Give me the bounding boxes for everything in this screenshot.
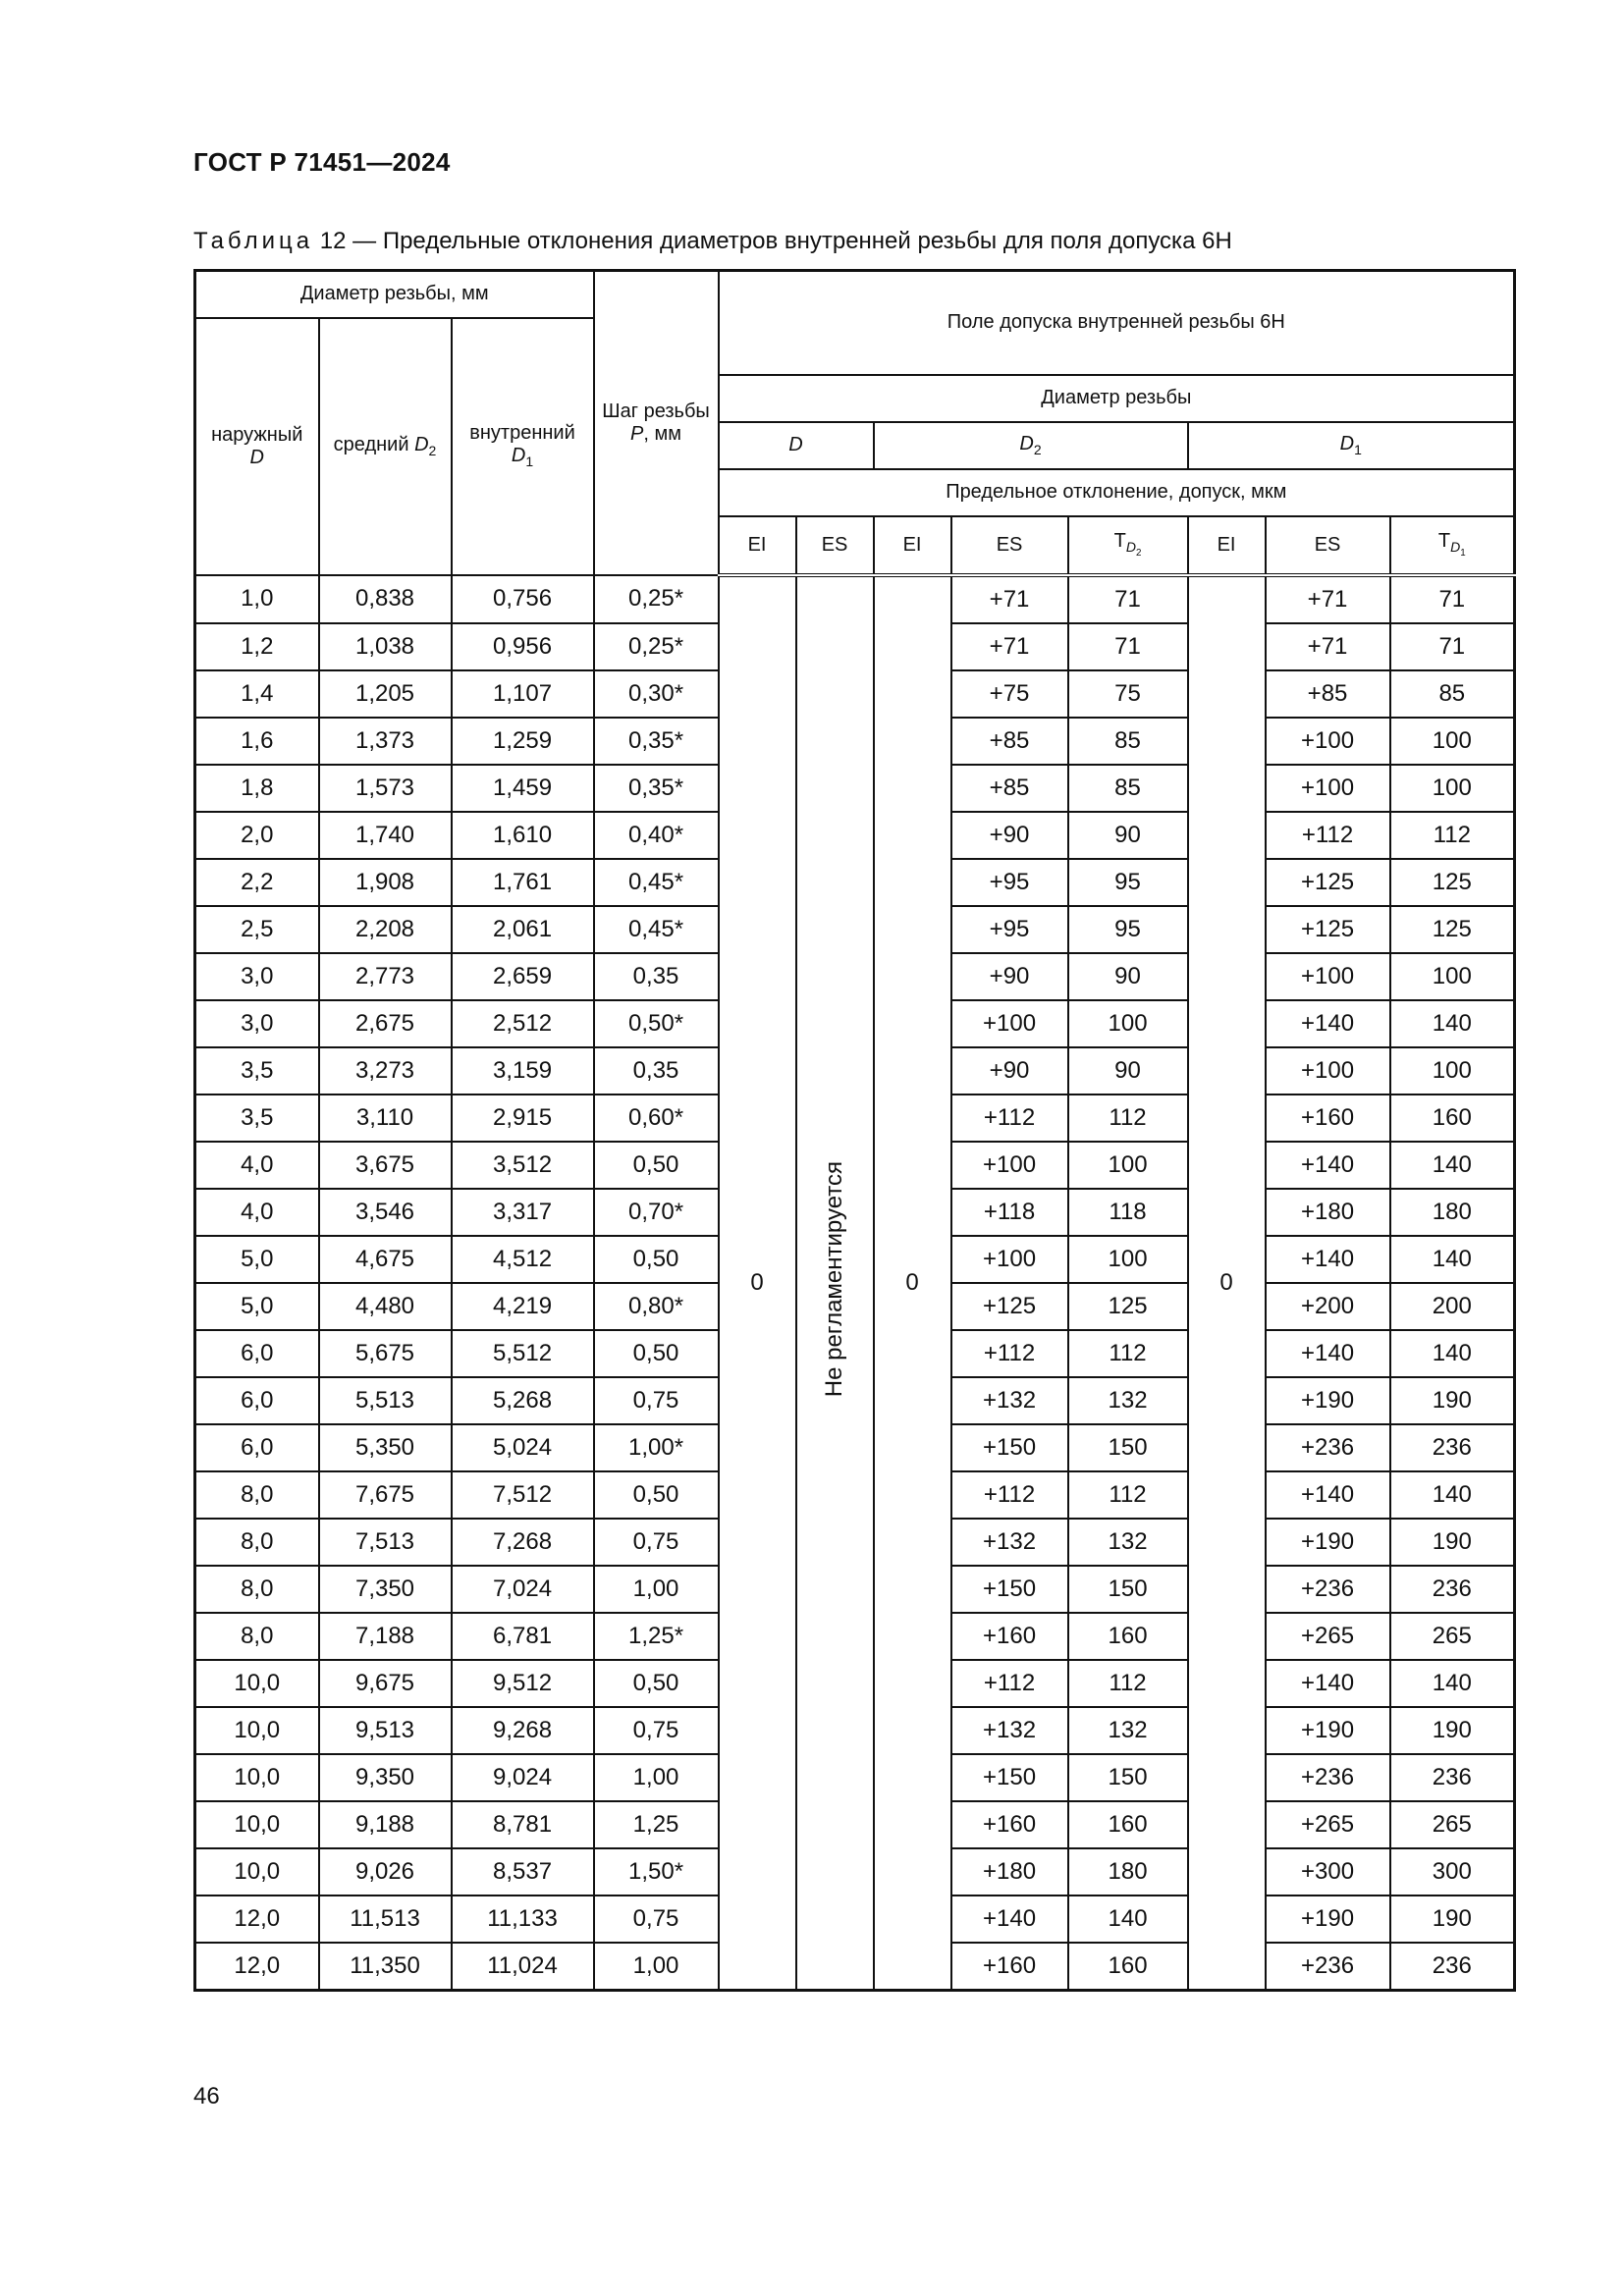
- cell-d2-es: +75: [951, 670, 1068, 718]
- cell-pitch: 0,35: [594, 953, 719, 1000]
- cell-outer-diameter: 3,5: [195, 1095, 319, 1142]
- cell-td1: 265: [1390, 1801, 1515, 1848]
- cell-d1-es: +236: [1266, 1566, 1390, 1613]
- cell-outer-diameter: 8,0: [195, 1471, 319, 1519]
- cell-inner-diameter: 3,317: [452, 1189, 594, 1236]
- cell-d2-es: +150: [951, 1566, 1068, 1613]
- cell-mean-diameter: 7,675: [319, 1471, 452, 1519]
- cell-td1: 112: [1390, 812, 1515, 859]
- table-caption-prefix: Таблица: [193, 228, 314, 254]
- cell-td2: 160: [1068, 1943, 1188, 1991]
- cell-d2-es: +95: [951, 859, 1068, 906]
- cell-pitch: 0,50*: [594, 1000, 719, 1047]
- cell-mean-diameter: 2,675: [319, 1000, 452, 1047]
- cell-d2-es: +180: [951, 1848, 1068, 1896]
- cell-td2: 112: [1068, 1095, 1188, 1142]
- cell-d1-es: +236: [1266, 1424, 1390, 1471]
- cell-d2-es: +71: [951, 623, 1068, 670]
- cell-inner-diameter: 9,512: [452, 1660, 594, 1707]
- cell-d2-ei-merged: 0: [874, 575, 951, 1991]
- header-outer-diameter: [195, 318, 319, 575]
- cell-d2-es: +100: [951, 1142, 1068, 1189]
- cell-d1-es: +140: [1266, 1142, 1390, 1189]
- cell-mean-diameter: 3,675: [319, 1142, 452, 1189]
- cell-pitch: 0,35: [594, 1047, 719, 1095]
- cell-d2-es: +160: [951, 1801, 1068, 1848]
- cell-d2-es: +132: [951, 1707, 1068, 1754]
- cell-outer-diameter: 8,0: [195, 1566, 319, 1613]
- cell-outer-diameter: 2,0: [195, 812, 319, 859]
- header-thread-diameter-group: Диаметр резьбы, мм: [195, 271, 594, 318]
- cell-d1-es: +140: [1266, 1000, 1390, 1047]
- cell-td2: 112: [1068, 1471, 1188, 1519]
- cell-outer-diameter: 6,0: [195, 1377, 319, 1424]
- cell-td2: 95: [1068, 906, 1188, 953]
- cell-d1-es: +140: [1266, 1330, 1390, 1377]
- header-pitch: [594, 271, 719, 575]
- cell-td1: 85: [1390, 670, 1515, 718]
- cell-pitch: 0,40*: [594, 812, 719, 859]
- header-inner-sub: 1: [525, 454, 534, 470]
- header-group-d2-symbol: D: [1019, 432, 1034, 454]
- cell-d1-es: +100: [1266, 953, 1390, 1000]
- cell-d2-es: +160: [951, 1613, 1068, 1660]
- cell-td2: 90: [1068, 1047, 1188, 1095]
- cell-mean-diameter: 5,675: [319, 1330, 452, 1377]
- cell-inner-diameter: 3,512: [452, 1142, 594, 1189]
- header-d-es: ES: [796, 516, 874, 575]
- header-group-d1: [1188, 422, 1515, 469]
- cell-outer-diameter: 10,0: [195, 1754, 319, 1801]
- header-mean-label: средний: [333, 433, 409, 455]
- cell-td2: 112: [1068, 1660, 1188, 1707]
- cell-mean-diameter: 3,110: [319, 1095, 452, 1142]
- cell-td2: 160: [1068, 1613, 1188, 1660]
- cell-d1-es: +190: [1266, 1896, 1390, 1943]
- cell-outer-diameter: 1,4: [195, 670, 319, 718]
- cell-pitch: 0,50: [594, 1142, 719, 1189]
- cell-td2: 71: [1068, 575, 1188, 623]
- cell-d1-es: +125: [1266, 859, 1390, 906]
- cell-outer-diameter: 2,5: [195, 906, 319, 953]
- cell-outer-diameter: 10,0: [195, 1707, 319, 1754]
- header-td2-sub: D: [1125, 539, 1136, 556]
- cell-td1: 190: [1390, 1519, 1515, 1566]
- cell-d2-es: +112: [951, 1095, 1068, 1142]
- cell-td2: 125: [1068, 1283, 1188, 1330]
- cell-d2-es: +71: [951, 575, 1068, 623]
- header-d-ei: EI: [719, 516, 796, 575]
- cell-d2-es: +85: [951, 765, 1068, 812]
- cell-td2: 71: [1068, 623, 1188, 670]
- header-d1-ei: EI: [1188, 516, 1266, 575]
- cell-mean-diameter: 0,838: [319, 575, 452, 623]
- cell-td2: 90: [1068, 953, 1188, 1000]
- table-caption-text: 12 — Предельные отклонения диаметров внутренней резьбы для поля допуска 6H: [319, 228, 1232, 254]
- cell-d1-es: +180: [1266, 1189, 1390, 1236]
- cell-td2: 100: [1068, 1000, 1188, 1047]
- cell-d1-es: +140: [1266, 1660, 1390, 1707]
- cell-d2-es: +112: [951, 1330, 1068, 1377]
- cell-d2-es: +85: [951, 718, 1068, 765]
- header-d2-ei: EI: [874, 516, 951, 575]
- cell-td2: 150: [1068, 1424, 1188, 1471]
- cell-inner-diameter: 2,659: [452, 953, 594, 1000]
- cell-td2: 132: [1068, 1707, 1188, 1754]
- cell-outer-diameter: 3,5: [195, 1047, 319, 1095]
- cell-outer-diameter: 8,0: [195, 1519, 319, 1566]
- cell-td1: 236: [1390, 1424, 1515, 1471]
- cell-mean-diameter: 11,513: [319, 1896, 452, 1943]
- cell-inner-diameter: 2,061: [452, 906, 594, 953]
- cell-outer-diameter: 4,0: [195, 1142, 319, 1189]
- cell-d-ei-merged: 0: [719, 575, 796, 1991]
- cell-inner-diameter: 11,133: [452, 1896, 594, 1943]
- header-tolerance-field: Поле допуска внутренней резьбы 6H: [719, 271, 1515, 375]
- cell-d1-es: +71: [1266, 623, 1390, 670]
- cell-td1: 71: [1390, 623, 1515, 670]
- cell-outer-diameter: 5,0: [195, 1283, 319, 1330]
- cell-td2: 160: [1068, 1801, 1188, 1848]
- cell-inner-diameter: 1,761: [452, 859, 594, 906]
- cell-td1: 100: [1390, 1047, 1515, 1095]
- header-td1-t: T: [1437, 530, 1451, 553]
- table-header: [195, 271, 1515, 575]
- cell-pitch: 1,00*: [594, 1424, 719, 1471]
- cell-d1-es: +100: [1266, 718, 1390, 765]
- header-mean-symbol: D: [414, 433, 429, 455]
- header-mean-diameter: [319, 318, 452, 575]
- cell-inner-diameter: 0,756: [452, 575, 594, 623]
- cell-mean-diameter: 5,350: [319, 1424, 452, 1471]
- cell-inner-diameter: 1,107: [452, 670, 594, 718]
- cell-mean-diameter: 7,188: [319, 1613, 452, 1660]
- cell-pitch: 1,25*: [594, 1613, 719, 1660]
- cell-inner-diameter: 7,024: [452, 1566, 594, 1613]
- cell-d1-es: +265: [1266, 1801, 1390, 1848]
- cell-td1: 190: [1390, 1377, 1515, 1424]
- cell-pitch: 0,45*: [594, 906, 719, 953]
- cell-pitch: 1,00: [594, 1566, 719, 1613]
- cell-pitch: 0,75: [594, 1519, 719, 1566]
- cell-inner-diameter: 1,459: [452, 765, 594, 812]
- cell-mean-diameter: 4,675: [319, 1236, 452, 1283]
- cell-d1-es: +190: [1266, 1377, 1390, 1424]
- cell-td2: 75: [1068, 670, 1188, 718]
- cell-td1: 100: [1390, 765, 1515, 812]
- cell-d1-es: +300: [1266, 1848, 1390, 1896]
- header-group-d1-symbol: D: [1339, 432, 1355, 454]
- cell-mean-diameter: 1,908: [319, 859, 452, 906]
- cell-inner-diameter: 2,915: [452, 1095, 594, 1142]
- header-deviation: Предельное отклонение, допуск, мкм: [719, 469, 1515, 516]
- cell-d-es-merged: [796, 575, 874, 1991]
- cell-td1: 200: [1390, 1283, 1515, 1330]
- header-d1-es: ES: [1266, 516, 1390, 575]
- cell-pitch: 0,50: [594, 1330, 719, 1377]
- header-td1: [1390, 516, 1515, 575]
- header-group-d-symbol: D: [788, 434, 803, 455]
- cell-pitch: 1,25: [594, 1801, 719, 1848]
- cell-mean-diameter: 11,350: [319, 1943, 452, 1991]
- cell-td2: 95: [1068, 859, 1188, 906]
- header-group-d1-sub: 1: [1354, 441, 1362, 457]
- cell-td2: 90: [1068, 812, 1188, 859]
- cell-mean-diameter: 9,675: [319, 1660, 452, 1707]
- cell-inner-diameter: 9,024: [452, 1754, 594, 1801]
- cell-d2-es: +140: [951, 1896, 1068, 1943]
- cell-mean-diameter: 1,205: [319, 670, 452, 718]
- cell-d1-es: +100: [1266, 765, 1390, 812]
- cell-mean-diameter: 9,026: [319, 1848, 452, 1896]
- cell-d1-es: +125: [1266, 906, 1390, 953]
- cell-d2-es: +95: [951, 906, 1068, 953]
- cell-inner-diameter: 3,159: [452, 1047, 594, 1095]
- cell-outer-diameter: 10,0: [195, 1660, 319, 1707]
- cell-td2: 100: [1068, 1142, 1188, 1189]
- header-inner-label: внутренний: [469, 422, 575, 445]
- cell-pitch: 0,30*: [594, 670, 719, 718]
- cell-td1: 265: [1390, 1613, 1515, 1660]
- cell-d1-es: +100: [1266, 1047, 1390, 1095]
- tolerance-table: [193, 269, 1516, 1992]
- cell-pitch: 1,00: [594, 1754, 719, 1801]
- cell-mean-diameter: 4,480: [319, 1283, 452, 1330]
- cell-outer-diameter: 1,8: [195, 765, 319, 812]
- cell-d2-es: +90: [951, 812, 1068, 859]
- cell-td2: 132: [1068, 1377, 1188, 1424]
- header-group-d: [719, 422, 874, 469]
- cell-mean-diameter: 1,038: [319, 623, 452, 670]
- header-td2: [1068, 516, 1188, 575]
- cell-inner-diameter: 1,259: [452, 718, 594, 765]
- cell-d1-es: +265: [1266, 1613, 1390, 1660]
- cell-mean-diameter: 3,273: [319, 1047, 452, 1095]
- cell-outer-diameter: 4,0: [195, 1189, 319, 1236]
- header-group-d2-sub: 2: [1033, 441, 1042, 457]
- header-td1-sub: D: [1450, 539, 1461, 556]
- cell-d1-es: +236: [1266, 1943, 1390, 1991]
- document-header: ГОСТ Р 71451—2024: [193, 147, 451, 177]
- cell-td1: 140: [1390, 1330, 1515, 1377]
- cell-td1: 125: [1390, 859, 1515, 906]
- cell-outer-diameter: 5,0: [195, 1236, 319, 1283]
- cell-d2-es: +160: [951, 1943, 1068, 1991]
- cell-inner-diameter: 8,537: [452, 1848, 594, 1896]
- cell-d1-es: +190: [1266, 1519, 1390, 1566]
- header-inner-symbol: D: [511, 445, 526, 467]
- cell-d1-es: +190: [1266, 1707, 1390, 1754]
- cell-pitch: 0,25*: [594, 575, 719, 623]
- cell-outer-diameter: 1,0: [195, 575, 319, 623]
- cell-td2: 85: [1068, 718, 1188, 765]
- cell-inner-diameter: 7,268: [452, 1519, 594, 1566]
- cell-d1-es: +236: [1266, 1754, 1390, 1801]
- cell-inner-diameter: 7,512: [452, 1471, 594, 1519]
- cell-pitch: 0,75: [594, 1707, 719, 1754]
- cell-d2-es: +132: [951, 1377, 1068, 1424]
- cell-d1-es: +140: [1266, 1471, 1390, 1519]
- cell-d1-es: +200: [1266, 1283, 1390, 1330]
- cell-td2: 118: [1068, 1189, 1188, 1236]
- cell-inner-diameter: 1,610: [452, 812, 594, 859]
- cell-outer-diameter: 6,0: [195, 1424, 319, 1471]
- cell-td1: 140: [1390, 1660, 1515, 1707]
- header-pitch-unit: , мм: [643, 422, 682, 445]
- cell-d2-es: +100: [951, 1000, 1068, 1047]
- cell-td2: 150: [1068, 1754, 1188, 1801]
- cell-td1: 100: [1390, 718, 1515, 765]
- cell-d2-es: +132: [951, 1519, 1068, 1566]
- cell-td1: 236: [1390, 1566, 1515, 1613]
- cell-td1: 140: [1390, 1471, 1515, 1519]
- cell-inner-diameter: 5,268: [452, 1377, 594, 1424]
- cell-pitch: 0,75: [594, 1377, 719, 1424]
- cell-d1-es: +112: [1266, 812, 1390, 859]
- cell-pitch: 0,70*: [594, 1189, 719, 1236]
- cell-d1-es: +140: [1266, 1236, 1390, 1283]
- header-pitch-label: Шаг резьбы: [602, 400, 710, 422]
- cell-d2-es: +112: [951, 1660, 1068, 1707]
- cell-mean-diameter: 9,350: [319, 1754, 452, 1801]
- cell-td2: 85: [1068, 765, 1188, 812]
- cell-mean-diameter: 2,208: [319, 906, 452, 953]
- cell-td2: 150: [1068, 1566, 1188, 1613]
- cell-td2: 100: [1068, 1236, 1188, 1283]
- cell-d1-es: +160: [1266, 1095, 1390, 1142]
- cell-mean-diameter: 9,513: [319, 1707, 452, 1754]
- header-inner-diameter: [452, 318, 594, 575]
- cell-td2: 132: [1068, 1519, 1188, 1566]
- cell-inner-diameter: 2,512: [452, 1000, 594, 1047]
- cell-pitch: 1,50*: [594, 1848, 719, 1896]
- cell-td1: 190: [1390, 1707, 1515, 1754]
- header-mean-sub: 2: [428, 442, 437, 458]
- cell-pitch: 0,25*: [594, 623, 719, 670]
- cell-d2-es: +125: [951, 1283, 1068, 1330]
- header-group-d2: [874, 422, 1188, 469]
- cell-td1: 140: [1390, 1236, 1515, 1283]
- cell-td1: 140: [1390, 1000, 1515, 1047]
- cell-outer-diameter: 1,6: [195, 718, 319, 765]
- cell-inner-diameter: 5,512: [452, 1330, 594, 1377]
- not-regulated-label: Не регламентируется: [821, 1161, 848, 1398]
- header-td1-subsub: 1: [1460, 548, 1466, 560]
- cell-outer-diameter: 8,0: [195, 1613, 319, 1660]
- cell-td1: 160: [1390, 1095, 1515, 1142]
- header-d2-es: ES: [951, 516, 1068, 575]
- cell-d2-es: +90: [951, 1047, 1068, 1095]
- table-row: [195, 575, 1515, 623]
- cell-d2-es: +100: [951, 1236, 1068, 1283]
- cell-inner-diameter: 6,781: [452, 1613, 594, 1660]
- cell-pitch: 0,75: [594, 1896, 719, 1943]
- cell-outer-diameter: 12,0: [195, 1896, 319, 1943]
- cell-mean-diameter: 1,740: [319, 812, 452, 859]
- header-td2-t: T: [1113, 530, 1126, 553]
- cell-td1: 180: [1390, 1189, 1515, 1236]
- cell-pitch: 0,45*: [594, 859, 719, 906]
- cell-td1: 140: [1390, 1142, 1515, 1189]
- cell-inner-diameter: 0,956: [452, 623, 594, 670]
- cell-outer-diameter: 12,0: [195, 1943, 319, 1991]
- cell-mean-diameter: 1,573: [319, 765, 452, 812]
- cell-outer-diameter: 6,0: [195, 1330, 319, 1377]
- cell-mean-diameter: 7,350: [319, 1566, 452, 1613]
- cell-pitch: 0,35*: [594, 718, 719, 765]
- cell-mean-diameter: 7,513: [319, 1519, 452, 1566]
- cell-d2-es: +118: [951, 1189, 1068, 1236]
- cell-pitch: 0,50: [594, 1660, 719, 1707]
- cell-td1: 125: [1390, 906, 1515, 953]
- cell-td1: 190: [1390, 1896, 1515, 1943]
- table-caption: [193, 228, 1232, 255]
- header-pitch-symbol: P: [630, 422, 644, 445]
- cell-pitch: 1,00: [594, 1943, 719, 1991]
- header-td2-subsub: 2: [1135, 548, 1142, 560]
- cell-td1: 100: [1390, 953, 1515, 1000]
- cell-pitch: 0,80*: [594, 1283, 719, 1330]
- cell-mean-diameter: 5,513: [319, 1377, 452, 1424]
- cell-outer-diameter: 10,0: [195, 1801, 319, 1848]
- cell-td2: 140: [1068, 1896, 1188, 1943]
- cell-outer-diameter: 10,0: [195, 1848, 319, 1896]
- cell-pitch: 0,50: [594, 1471, 719, 1519]
- header-outer-symbol: D: [249, 446, 264, 468]
- cell-inner-diameter: 4,219: [452, 1283, 594, 1330]
- cell-mean-diameter: 3,546: [319, 1189, 452, 1236]
- page-number: 46: [193, 2083, 220, 2109]
- cell-td1: 236: [1390, 1943, 1515, 1991]
- cell-d1-es: +71: [1266, 575, 1390, 623]
- header-thread-diameter: Диаметр резьбы: [719, 375, 1515, 422]
- cell-mean-diameter: 1,373: [319, 718, 452, 765]
- cell-pitch: 0,35*: [594, 765, 719, 812]
- cell-outer-diameter: 2,2: [195, 859, 319, 906]
- cell-outer-diameter: 1,2: [195, 623, 319, 670]
- cell-inner-diameter: 4,512: [452, 1236, 594, 1283]
- cell-td2: 180: [1068, 1848, 1188, 1896]
- cell-td1: 236: [1390, 1754, 1515, 1801]
- table-body: [195, 575, 1515, 1991]
- cell-td2: 112: [1068, 1330, 1188, 1377]
- cell-mean-diameter: 9,188: [319, 1801, 452, 1848]
- cell-inner-diameter: 8,781: [452, 1801, 594, 1848]
- cell-inner-diameter: 5,024: [452, 1424, 594, 1471]
- cell-d2-es: +150: [951, 1754, 1068, 1801]
- cell-d2-es: +150: [951, 1424, 1068, 1471]
- cell-d2-es: +90: [951, 953, 1068, 1000]
- cell-outer-diameter: 3,0: [195, 953, 319, 1000]
- cell-outer-diameter: 3,0: [195, 1000, 319, 1047]
- cell-td1: 71: [1390, 575, 1515, 623]
- cell-pitch: 0,50: [594, 1236, 719, 1283]
- cell-inner-diameter: 11,024: [452, 1943, 594, 1991]
- header-outer-label: наружный: [211, 423, 303, 446]
- cell-inner-diameter: 9,268: [452, 1707, 594, 1754]
- cell-d1-es: +85: [1266, 670, 1390, 718]
- cell-d1-ei-merged: 0: [1188, 575, 1266, 1991]
- cell-d2-es: +112: [951, 1471, 1068, 1519]
- cell-mean-diameter: 2,773: [319, 953, 452, 1000]
- cell-td1: 300: [1390, 1848, 1515, 1896]
- cell-pitch: 0,60*: [594, 1095, 719, 1142]
